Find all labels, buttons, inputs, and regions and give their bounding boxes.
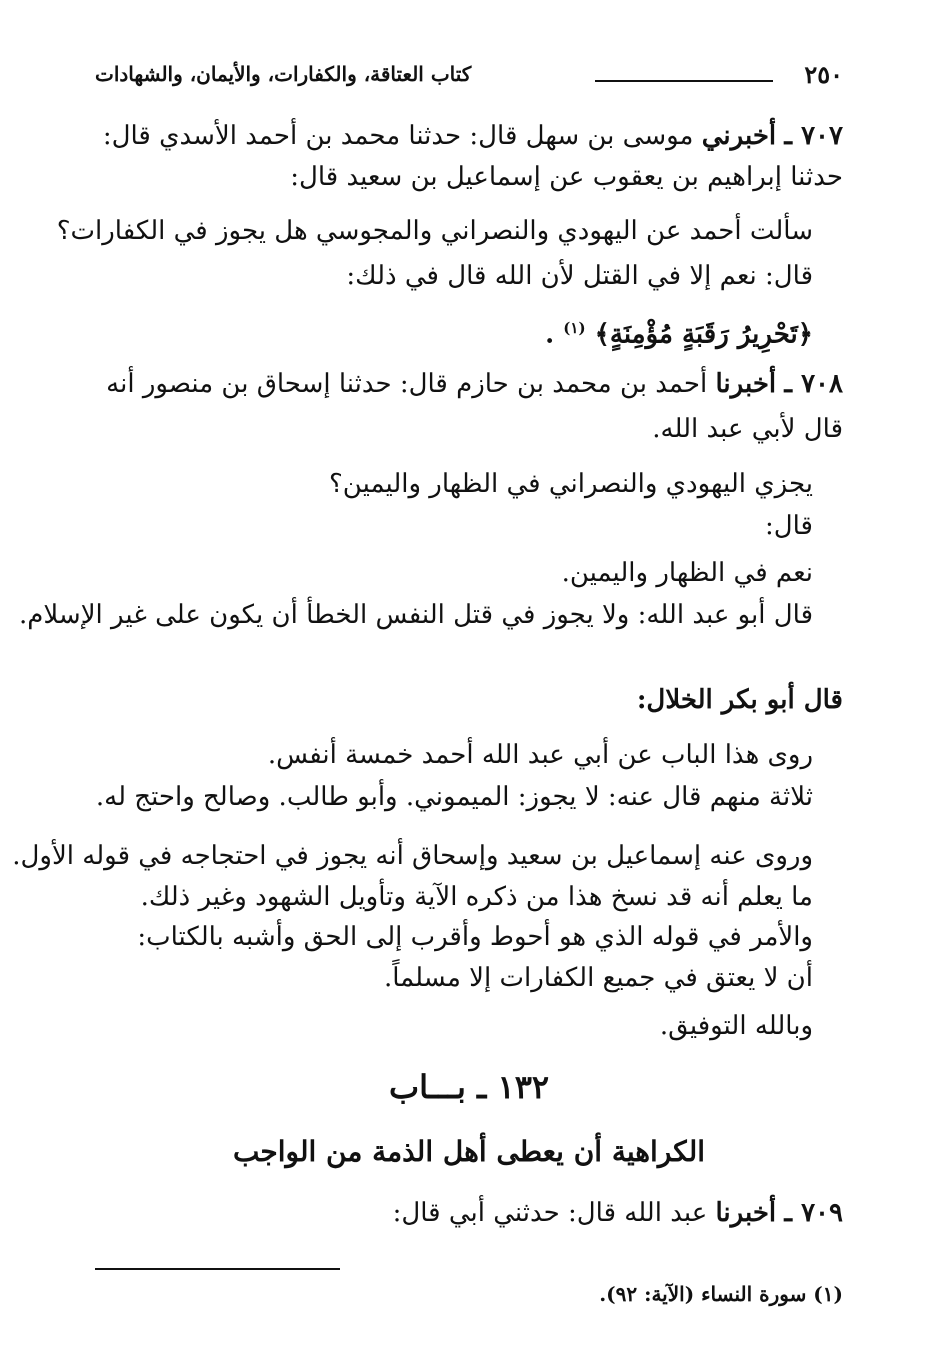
khallal-line-1: روى هذا الباب عن أبي عبد الله أحمد خمسة أنفس.	[267, 740, 813, 770]
entry-708-line-1	[106, 367, 843, 401]
khallal-heading: قال أبو بكر الخلال:	[636, 685, 843, 715]
page-header	[95, 58, 843, 92]
entry-709-line-1	[393, 1196, 843, 1230]
entry-text: أحمد بن محمد بن حازم قال: حدثنا إسحاق بن منصور أنه	[106, 369, 708, 399]
verse-end: .	[545, 319, 555, 350]
page-number: ٢٥٠	[804, 60, 843, 89]
entry-708-line-2: قال لأبي عبد الله.	[652, 414, 843, 444]
entry-lead: أخبرنا	[715, 1198, 777, 1228]
entry-number: ٧٠٨ ـ	[784, 369, 843, 399]
entry-707-question: سألت أحمد عن اليهودي والنصراني والمجوسي هل يجوز في الكفارات؟	[56, 216, 813, 246]
entry-707-answer: قال: نعم إلا في القتل لأن الله قال في ذلك:	[346, 261, 813, 291]
entry-708-answer: نعم في الظهار واليمين.	[561, 558, 813, 588]
chapter-title: الكراهية أن يعطى أهل الذمة من الواجب	[232, 1135, 706, 1168]
footnote-ref: (١)	[563, 319, 586, 337]
entry-708-said: قال:	[764, 511, 813, 541]
khallal-line-3: وروى عنه إسماعيل بن سعيد وإسحاق أنه يجوز في احتجاجه في قوله الأول.	[12, 841, 813, 871]
khallal-line-2: ثلاثة منهم قال عنه: لا يجوز: الميموني. وأبو طالب. وصالح واحتج له.	[95, 782, 813, 812]
entry-number: ٧٠٩ ـ	[784, 1198, 843, 1228]
khallal-line-4: ما يعلم أنه قد نسخ هذا من ذكره الآية وتأويل الشهود وغير ذلك.	[140, 882, 813, 912]
quran-verse	[545, 311, 813, 352]
footnote: (١) سورة النساء (الآية: ٩٢).	[599, 1282, 843, 1306]
verse-text: ﴿تَحْرِيرُ رَقَبَةٍ مُؤْمِنَةٍ﴾	[594, 319, 813, 350]
header-rule	[595, 80, 773, 82]
entry-number: ٧٠٧ ـ	[784, 121, 843, 151]
footnote-rule	[95, 1268, 340, 1270]
entry-text: موسى بن سهل قال: حدثنا محمد بن أحمد الأسدي قال:	[102, 121, 694, 151]
entry-707-line-2: حدثنا إبراهيم بن يعقوب عن إسماعيل بن سعيد قال:	[290, 162, 843, 192]
entry-text: عبد الله قال: حدثني أبي قال:	[392, 1198, 708, 1228]
khallal-line-6: أن لا يعتق في جميع الكفارات إلا مسلماً.	[383, 963, 813, 993]
chapter-number: ١٣٢ ـ بـــاب	[388, 1068, 550, 1106]
entry-707-line-1	[103, 119, 843, 153]
khallal-line-7: وبالله التوفيق.	[659, 1011, 813, 1041]
khallal-line-5: والأمر في قوله الذي هو أحوط وأقرب إلى الحق وأشبه بالكتاب:	[137, 922, 813, 952]
entry-708-comment: قال أبو عبد الله: ولا يجوز في قتل النفس الخطأ أن يكون على غير الإسلام.	[19, 600, 813, 630]
entry-708-question: يجزي اليهودي والنصراني في الظهار واليمين؟	[329, 469, 813, 499]
entry-lead: أخبرني	[701, 121, 777, 151]
running-title: كتاب العتاقة، والكفارات، والأيمان، والشهادات	[95, 62, 472, 86]
entry-lead: أخبرنا	[715, 369, 777, 399]
